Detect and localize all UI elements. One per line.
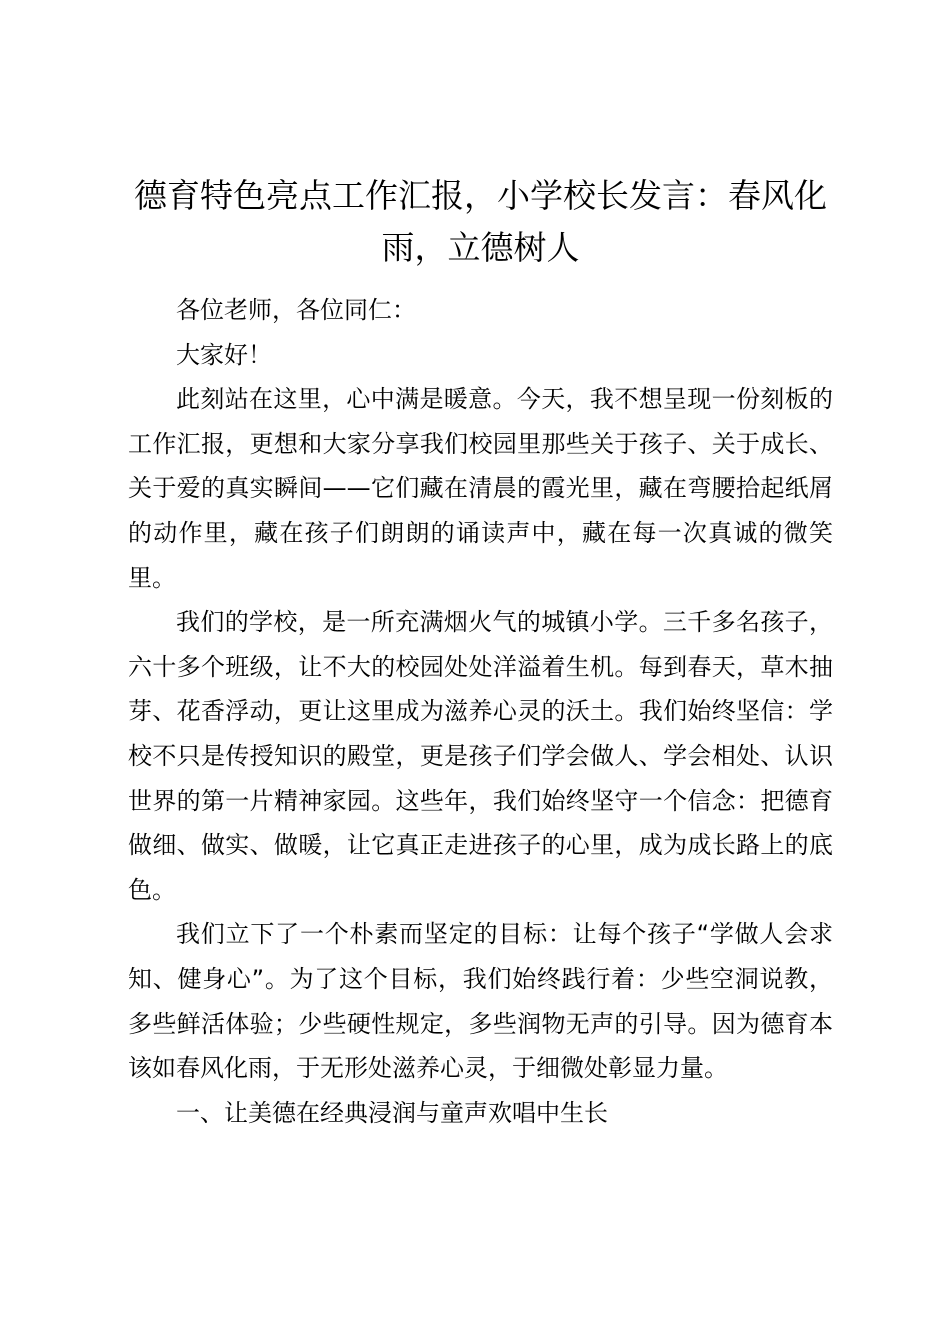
body-paragraph-3: 我们立下了一个朴素而坚定的目标：让每个孩子“学做人会求知、健身心”。为了这个目标，我们始终践行着：少些空洞说教，多些鲜活体验；少些硬性规定，多些润物无声的引导。因为德育本该如春风化雨，于无形处滋养心灵，于细微处彰显力量。 xyxy=(128,920,833,1083)
section-heading: 一、让美德在经典浸润与童声欢唱中生长 xyxy=(176,1098,608,1127)
document-page xyxy=(128,170,833,1135)
salutation-paragraph: 各位老师，各位同仁： xyxy=(176,296,416,324)
body-paragraph-2: 我们的学校，是一所充满烟火气的城镇小学。三千多名孩子，六十多个班级，让不大的校园处处洋溢着生机。每到春天，草木抽芽、花香浮动，更让这里成为滋养心灵的沃土。我们始终坚信：学校不只是传授知识的殿堂，更是孩子们学会做人、学会相处、认识世界的第一片精神家园。这些年，我们始终坚守一个信念：把德育做细、做实、做暖，让它真正走进孩子的心里，成为成长路上的底色。 xyxy=(128,608,833,904)
document-title: 德育特色亮点工作汇报，小学校长发言：春风化雨，立德树人 xyxy=(134,176,827,267)
body-paragraph-1: 此刻站在这里，心中满是暖意。今天，我不想呈现一份刻板的工作汇报，更想和大家分享我们校园里那些关于孩子、关于成长、关于爱的真实瞬间——它们藏在清晨的霞光里，藏在弯腰拾起纸屑的动作里，藏在孩子们朗朗的诵读声中，藏在每一次真诚的微笑里。 xyxy=(128,385,833,592)
greeting-paragraph: 大家好！ xyxy=(176,340,272,369)
